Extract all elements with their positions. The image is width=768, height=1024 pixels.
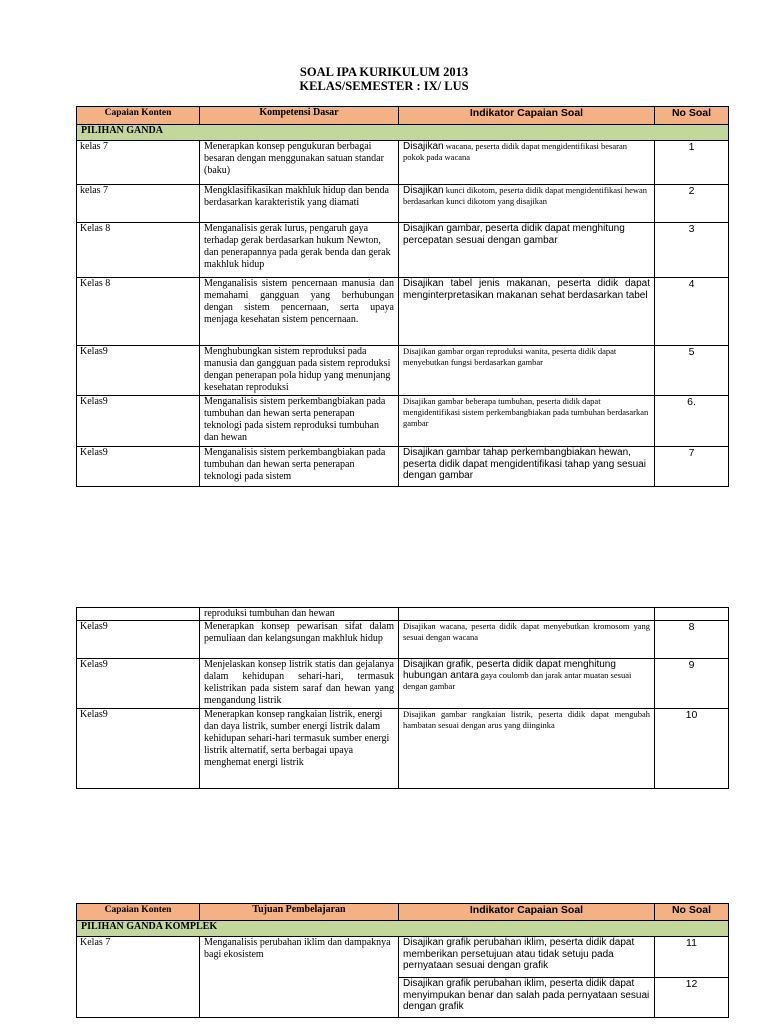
indicator-lead: Disajikan — [403, 141, 444, 152]
cell-kompetensi: Menganalisis gerak lurus, pengaruh gaya terhadap gerak berdasarkan hukum Newton, dan penerapannya pada gerak benda dan gerak makhluk hidup — [200, 223, 399, 278]
cell-kompetensi: Menganalisis sistem perkembangbiakan pada tumbuhan dan hewan serta penerapan teknologi pada sistem — [200, 447, 399, 487]
indicator-lead: Disajikan grafik, peserta didik dapat menghitung hubungan antara — [403, 659, 616, 681]
cell-no-soal — [655, 608, 729, 621]
indicator-text: gaya coulomb dan jarak antar muatan sesuai dengan gambar — [403, 670, 632, 691]
cell-kelas: Kelas9 — [77, 346, 200, 396]
cell-kelas: Kelas9 — [77, 709, 200, 789]
cell-no-soal: 5 — [655, 346, 729, 396]
table-row — [77, 278, 729, 346]
cell-kompetensi: Menghubungkan sistem reproduksi pada manusia dan gangguan pada sistem reproduksi dengan penerapan pola hidup yang menunjang kesehatan reproduksi — [200, 346, 399, 396]
table-row — [77, 608, 729, 621]
cell-kelas: kelas 7 — [77, 141, 200, 185]
table-row — [77, 937, 729, 978]
cell-no-soal: 7 — [655, 447, 729, 487]
cell-kompetensi: Menganalisis sistem pencernaan manusia dan memahami gangguan yang berhubungan dengan sistem pencernaan, serta upaya menjaga kesehatan sistem pencernaan. — [200, 278, 399, 346]
table-header-row — [77, 107, 729, 125]
question-table-3 — [76, 903, 729, 1018]
cell-no-soal: 11 — [655, 937, 729, 978]
cell-kelas: Kelas 8 — [77, 278, 200, 346]
cell-indikator: Disajikan grafik perubahan iklim, peserta didik dapat menyimpukan benar dan salah pada pernyataan sesuai dengan grafik — [399, 978, 655, 1018]
cell-no-soal: 1 — [655, 141, 729, 185]
header-capaian-konten: Capaian Konten — [77, 904, 200, 921]
section-row — [77, 921, 729, 937]
table-row — [77, 447, 729, 487]
cell-indikator: Disajikan gambar, peserta didik dapat menghitung percepatan sesuai dengan gambar — [399, 223, 655, 278]
cell-kelas: Kelas9 — [77, 396, 200, 447]
header-no-soal: No Soal — [655, 107, 729, 125]
section-row — [77, 125, 729, 141]
table-row — [77, 396, 729, 447]
cell-no-soal: 4 — [655, 278, 729, 346]
table-row — [77, 141, 729, 185]
cell-tujuan: Menganalisis perubahan iklim dan dampaknya bagi ekosistem — [200, 937, 399, 1018]
indicator-lead: Disajikan — [403, 185, 444, 196]
header-no-soal: No Soal — [655, 904, 729, 921]
question-table-2 — [76, 607, 729, 789]
section-label: PILIHAN GANDA — [77, 125, 729, 141]
cell-kelas: Kelas9 — [77, 659, 200, 709]
cell-kelas: kelas 7 — [77, 185, 200, 223]
document-subtitle: KELAS/SEMESTER : IX/ LUS — [299, 79, 469, 93]
table-row — [77, 659, 729, 709]
header-capaian-konten: Capaian Konten — [77, 107, 200, 125]
cell-kompetensi: Menerapkan konsep rangkaian listrik, energi dan daya listrik, sumber energi listrik dalam kehidupan sehari-hari termasuk sumber energi listrik alternatif, serta berbagai upaya menghemat energi listrik — [200, 709, 399, 789]
document-title: SOAL IPA KURIKULUM 2013 — [299, 65, 469, 79]
cell-indikator — [399, 608, 655, 621]
table-row — [77, 709, 729, 789]
header-kompetensi-dasar: Kompetensi Dasar — [200, 107, 399, 125]
table-row — [77, 346, 729, 396]
cell-kelas — [77, 608, 200, 621]
table-row — [77, 621, 729, 659]
cell-kompetensi: Menerapkan konsep pengukuran berbagai besaran dengan menggunakan satuan standar (baku) — [200, 141, 399, 185]
cell-indikator: Disajikan tabel jenis makanan, peserta didik dapat menginterpretasikan makanan sehat berdasarkan tabel — [399, 278, 655, 346]
cell-indikator — [399, 185, 655, 223]
cell-indikator: Disajikan grafik perubahan iklim, peserta didik dapat memberikan persetujuan atau tidak setuju pada pernyataan sesuai dengan grafik — [399, 937, 655, 978]
indicator-text: kunci dikotom, peserta didik dapat mengidentifikasi hewan berdasarkan kunci dikotom yang disajikan — [403, 185, 648, 206]
cell-indikator — [399, 141, 655, 185]
header-indikator: Indikator Capaian Soal — [399, 904, 655, 921]
cell-no-soal: 10 — [655, 709, 729, 789]
cell-no-soal: 6. — [655, 396, 729, 447]
indicator-text: wacana, peserta didik dapat mengidentifikasi besaran pokok pada wacana — [403, 141, 627, 162]
cell-kompetensi: Menerapkan konsep pewarisan sifat dalam pemuliaan dan kelangsungan makhluk hidup — [200, 621, 399, 659]
cell-no-soal: 2 — [655, 185, 729, 223]
cell-kelas: Kelas 7 — [77, 937, 200, 1018]
cell-kompetensi: reproduksi tumbuhan dan hewan — [200, 608, 399, 621]
table-row — [77, 223, 729, 278]
cell-no-soal: 3 — [655, 223, 729, 278]
cell-kompetensi: Mengklasifikasikan makhluk hidup dan benda berdasarkan karakteristik yang diamati — [200, 185, 399, 223]
cell-kelas: Kelas9 — [77, 447, 200, 487]
section-label: PILIHAN GANDA KOMPLEK — [77, 921, 729, 937]
cell-indikator: Disajikan gambar rangkaian listrik, peserta didik dapat mengubah hambatan sesuai dengan arus yang diinginka — [399, 709, 655, 789]
table-row — [77, 185, 729, 223]
cell-indikator: Disajikan gambar beberapa tumbuhan, peserta didik dapat mengidentifikasi sistem perkembangbiakan pada tumbuhan berdasarkan gambar — [399, 396, 655, 447]
cell-kelas: Kelas9 — [77, 621, 200, 659]
question-table-1 — [76, 106, 729, 487]
cell-indikator: Disajikan gambar tahap perkembangbiakan hewan, peserta didik dapat mengidentifikasi tahap yang sesuai dengan gambar — [399, 447, 655, 487]
cell-no-soal: 12 — [655, 978, 729, 1018]
header-indikator: Indikator Capaian Soal — [399, 107, 655, 125]
cell-kompetensi: Menganalisis sistem perkembangbiakan pada tumbuhan dan hewan serta penerapan teknologi pada sistem reproduksi tumbuhan dan hewan — [200, 396, 399, 447]
cell-indikator: Disajikan gambar organ reproduksi wanita, peserta didik dapat menyebutkan fungsi berdasarkan gambar — [399, 346, 655, 396]
cell-indikator — [399, 659, 655, 709]
cell-no-soal: 9 — [655, 659, 729, 709]
cell-indikator: Disajikan wacana, peserta didik dapat menyebutkan kromosom yang sesuai dengan wacana — [399, 621, 655, 659]
header-tujuan-pembelajaran: Tujuan Pembelajaran — [200, 904, 399, 921]
cell-no-soal: 8 — [655, 621, 729, 659]
cell-kompetensi: Menjelaskan konsep listrik statis dan gejalanya dalam kehidupan sehari-hari, termasuk kelistrikan pada sistem saraf dan hewan yang mengandung listrik — [200, 659, 399, 709]
cell-kelas: Kelas 8 — [77, 223, 200, 278]
table-header-row — [77, 904, 729, 921]
